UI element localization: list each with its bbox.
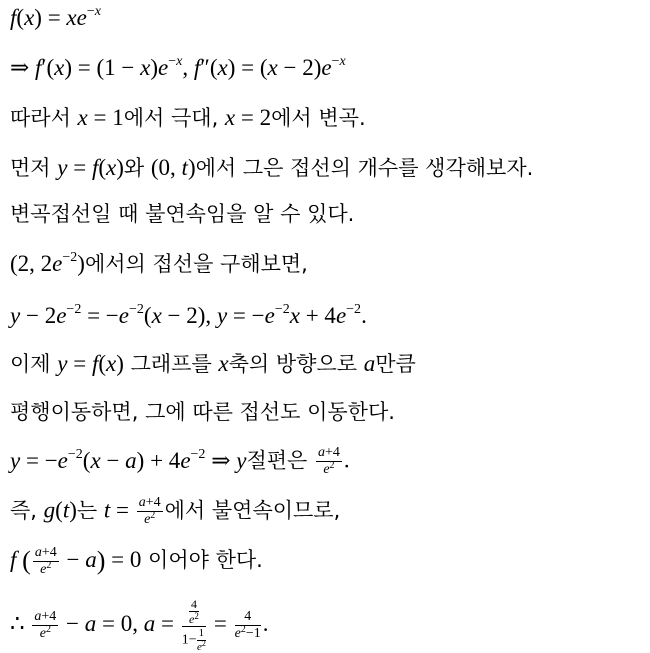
line-2: ⇒ $f'(x) = (1 - x)e^{-x}$, $f''(x) = (x - 2)e^{-x}$ [10, 54, 346, 80]
line-9: 평행이동하면, 그에 따른 접선도 이동한다. [10, 400, 395, 424]
line-5: 변곡접선일 때 불연속임을 알 수 있다. [10, 202, 355, 226]
line-11: 즉, g(t)는 t = $\frac{a+4}{e^2}$ 에서 불연속이므로, [10, 495, 341, 527]
line-8: 이제 y = f(x) 그래프를 x축의 방향으로 a만큼 [10, 351, 416, 376]
line-6: (2, $2e^{-2}$)에서의 접선을 구해보면, [10, 250, 308, 276]
line-3: 따라서 x = 1에서 극대, x = 2에서 변곡. [10, 105, 366, 130]
line-10: $y = -e^{-2}(x - a) + 4e^{-2}$ ⇒ y절편은 $\frac{a+4}{e^2}$ . [10, 445, 350, 477]
line-1: $f(x) = xe^{-x}$ [10, 4, 101, 30]
line-12: f ( $\frac{a+4}{e^2}$ − a) = 0 이어야 한다. [10, 545, 263, 578]
line-13: ∴ $\frac{a+4}{e^2}$ − a = 0, a = $\frac{4}{e^2}$ 1− $\frac{1}{e^2}$ = $\frac{4}{e^2-1}$ . [10, 597, 269, 653]
line-4: 먼저 y = f(x)와 (0, t)에서 그은 접선의 개수를 생각해보자. [10, 155, 534, 180]
line-7: $y - 2e^{-2} = -e^{-2}(x - 2)$, $y = -e^{-2}x + 4e^{-2}$. [10, 302, 367, 328]
